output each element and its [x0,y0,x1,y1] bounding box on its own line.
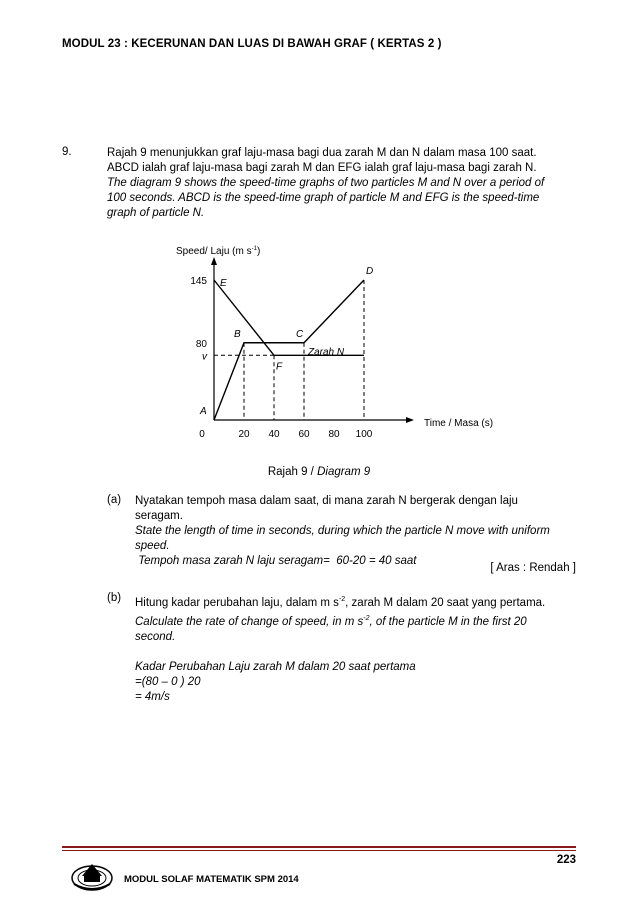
point-label-b: B [234,328,241,340]
point-label-a: A [200,406,207,417]
question-malay-line2: ABCD ialah graf laju-masa bagi zarah M dan EFG ialah graf laju-masa bagi zarah N. [107,162,537,174]
x-tick-60: 60 [298,429,310,440]
part-b-english: Calculate the rate of change of speed, in m $s^{-2}$, of the particle M in the first 20 [135,614,527,628]
y-tick-labels [190,276,208,362]
point-label-c: C [296,328,304,340]
part-a-malay-line1: Nyatakan tempoh masa dalam saat, di mana zarah N bergerak dengan laju [135,495,518,507]
question-english-line1: The diagram 9 shows the speed-time graphs of two particles M and N over a period of [107,177,545,189]
y-tick-145: 145 [190,276,207,287]
x-axis-label: Time / Masa (s) [424,418,494,429]
point-label-d: D [366,266,374,277]
caption-prefix: Rajah 9 / [267,466,318,478]
footer-rule [62,846,576,848]
page-number: 223 [556,854,576,866]
y-tick-v: v [202,351,207,363]
part-a-answer: Tempoh masa zarah N laju seragam= 60-20 = 40 saat [135,555,417,567]
question-english-line3: graph of particle N. [107,207,205,219]
x-tick-100: 100 [355,429,373,440]
question-malay-line1: Rajah 9 menunjukkan graf laju-masa bagi dua zarah M dan N dalam masa 100 saat. [107,147,537,159]
part-a-text [135,494,575,569]
point-label-e: E [220,278,227,289]
part-b-english-line2: second. [135,630,176,643]
point-label-f: F [276,361,283,373]
part-a-english-line1: State the length of time in seconds, during which the particle N move with uniform [135,525,550,537]
part-a-level: [ Aras : Rendah ] [490,562,576,574]
x-tick-labels [199,429,373,440]
x-axis-arrow [406,417,414,423]
question-english-line2: 100 seconds. ABCD is the speed-time graph of particle M and EFG is the speed-time [107,192,540,204]
footer-rule-thin [62,850,576,851]
part-b-working1: Kadar Perubahan Laju zarah M dalam 20 saat pertama [135,660,416,673]
x-tick-80: 80 [328,429,340,440]
y-axis-label: Speed/ Laju (m $s^{-1}$) [176,246,261,257]
part-a-label: (a) [107,494,122,506]
series-particle-n [214,280,364,355]
footer-title: MODUL SOLAF MATEMATIK SPM 2014 [124,874,299,885]
page-header: MODUL 23 : KECERUNAN DAN LUAS DI BAWAH GRAF ( KERTAS 2 ) [62,38,442,50]
part-b-working2: =(80 – 0 ) 20 [135,675,201,688]
school-crest-icon [70,858,114,892]
part-b-label: (b) [107,592,122,604]
diagram-caption [0,466,638,478]
series-label-zarah-n: Zarah N [308,347,345,358]
x-tick-0: 0 [199,429,205,440]
part-b-text [135,592,575,705]
y-tick-80: 80 [195,338,207,350]
y-axis-arrow [211,257,217,265]
x-tick-20: 20 [238,429,250,440]
part-b-working3: = 4m/s [135,690,170,703]
part-a-english-line2: speed. [135,540,170,552]
question-number: 9. [62,146,72,158]
x-tick-40: 40 [268,429,280,440]
part-a-malay-line2: seragam. [135,510,183,522]
caption-italic: Diagram 9 [317,466,371,478]
point-labels [199,266,373,417]
part-b-malay: Hitung kadar perubahan laju, dalam m $s^{-2}$, zarah M dalam 20 saat yang pertama. [135,596,546,609]
